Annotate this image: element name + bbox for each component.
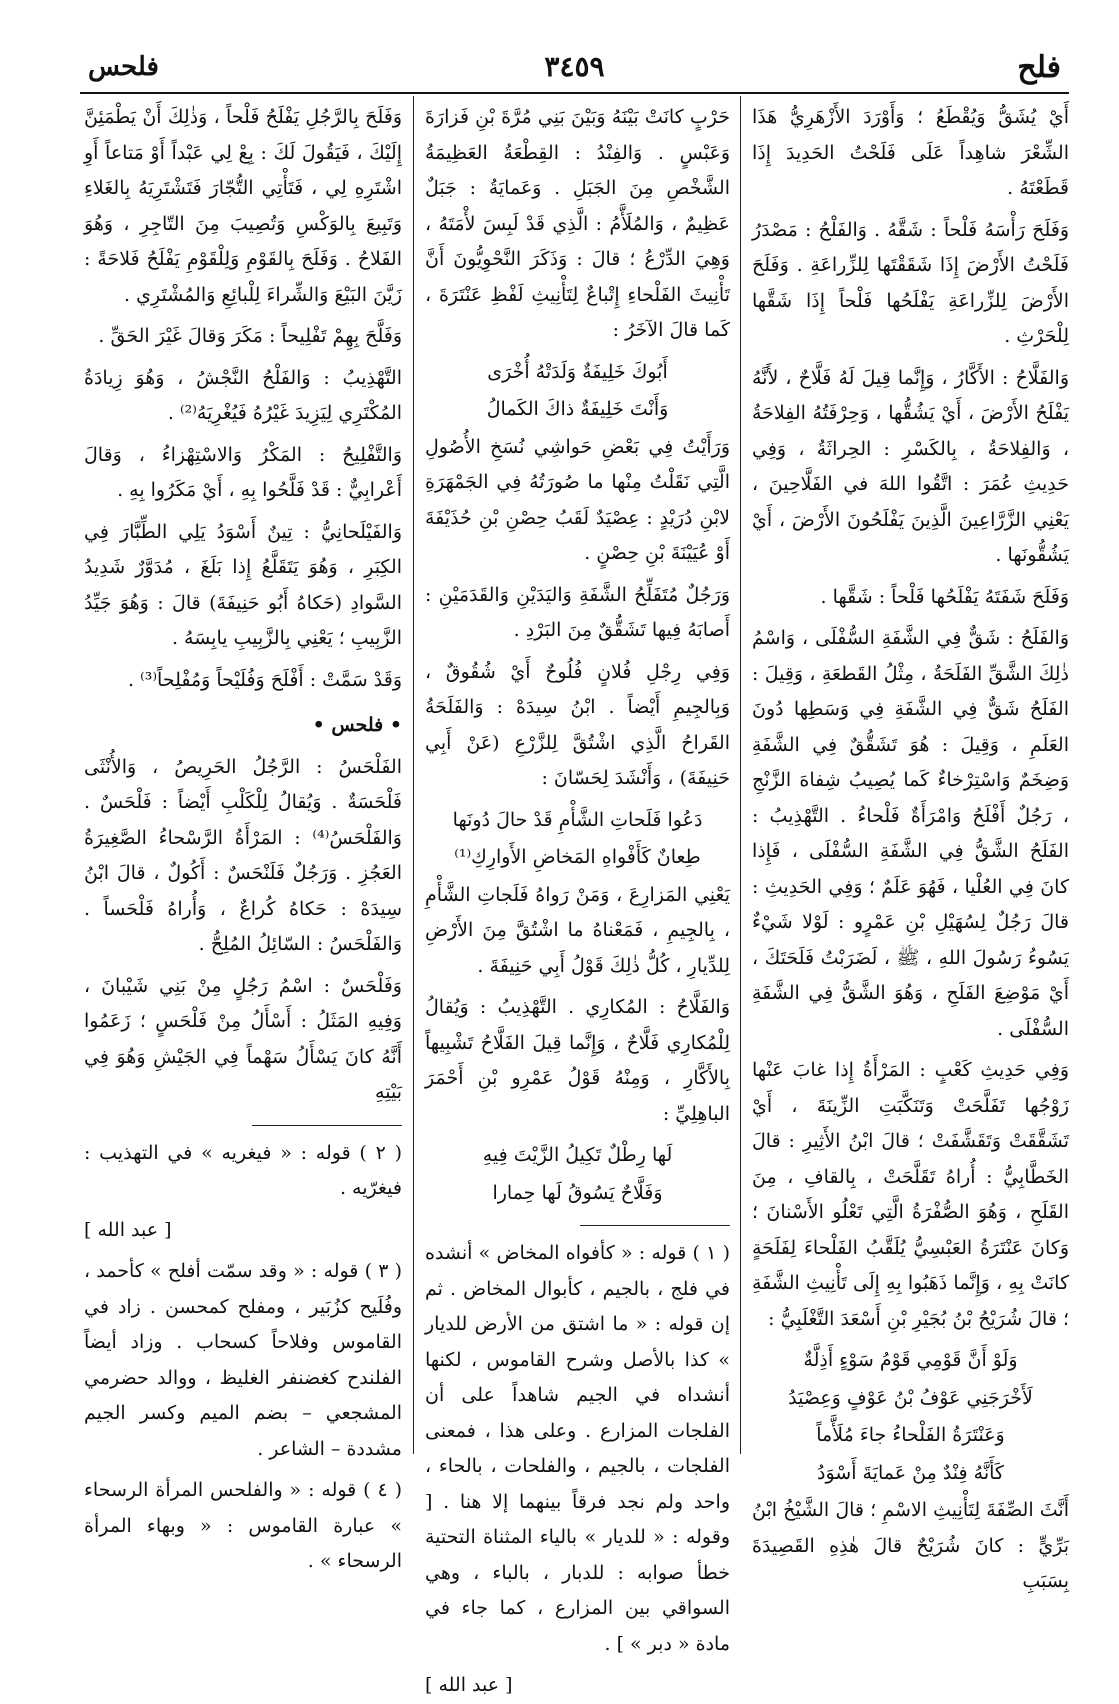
paragraph: وَفَلَّحَ بِهِمْ تَفْلِيحاً : مَكَرَ وَقالَ غَيْرَ الحَقِّ . — [98, 325, 402, 347]
footnote-signature: [ عبد الله ] — [84, 1218, 172, 1241]
paragraph: وَالفَلَّاحُ : الأَكَّارُ ، وَإِنَّما قِيلَ لَهُ فَلَّاحٌ ، لأَنَّهُ يَفْلَحُ الأَرْضَ ، أَيْ يَشُقُّها ، وَحِرْفَتُهُ الفِلاحَةُ ، وَالفِلاحَةُ ، بِالكَسْرِ : الحِراثَةُ ، وَفِي حَدِيثِ عُمَرَ : اتَّقُوا اللهَ في الفَلَّاحِينَ ، يَعْنِي الزَّرَّاعِينَ الَّذِينَ يَفْلَحُونَ الأَرْضَ ، أَيْ يَشُقُّونَها . — [752, 366, 1069, 566]
footnote-rule — [252, 1125, 402, 1126]
verse-line: وَعَنْتَرَةُ الفَلْحاءُ جاءَ مُلَأَّماً — [816, 1424, 1005, 1446]
header-rule — [80, 92, 1069, 94]
paragraph: وَالفَلَحُ : شَقٌّ فِي الشَّفَةِ السُّفْلَى ، وَاسْمُ ذٰلِكَ الشَّقِّ الفَلَحَةُ ، مِثْلُ القَطعَةِ ، وَقِيلَ : الفَلَحُ شَقٌّ فِي الشَّفَةِ فِي وَسَطِها دُونَ العَلَمِ ، وَقِيلَ : هُوَ تَشَقُّقٌ فِي الشَّفَةِ وَضِخَمٌ وَاسْتِرْخاءٌ كَما يُصِيبُ شِفاهَ الزَّنْجِ ، رَجُلٌ أَفْلَحُ وَامْرَأَةٌ فَلْحاءُ . التَّهْذِيبُ : الفَلَحُ الشَّقُّ فِي الشَّفَةِ السُّفْلَى ، فَإِذا كانَ فِي العُلْيا ، فَهُوَ عَلَمٌ ؛ وَفِي الحَدِيثِ : قالَ رَجُلٌ لِسُهَيْلِ بْنِ عَمْرٍو : لَوْلا شَيْءٌ يَسُوءُ رَسُولَ اللهِ ، ﷺ ، لَضَرَبْتُ فَلَحَتَكَ ، أَيْ مَوْضِعَ الفَلَحِ ، وَهُوَ الشَّقُّ فِي الشَّفَةِ السُّفْلَى . — [752, 627, 1069, 1040]
paragraph: وَفَلَحَ شَفَتَهُ يَفْلَحُها فَلْحاً : شَقَّها . — [820, 585, 1069, 608]
verse-line: لَها رِطْلٌ تَكِيلُ الزَّيْتَ فِيهِ — [482, 1144, 673, 1166]
page-header — [80, 48, 1069, 88]
paragraph: وَقَدْ سَمَّتْ : أَفْلَحَ وَفُلَيْحاً وَمُفْلِحاً⁽³⁾ . — [128, 668, 402, 691]
verse-line: وَفَلَّاحٌ يَسُوقُ لَها حِمارا — [492, 1181, 663, 1204]
column-right — [752, 100, 1069, 1592]
entry-heading: • فلحس • — [312, 714, 402, 736]
paragraph: وَالتَّفْلِيحُ : المَكْرُ وَالاسْتِهْزاءُ ، وَقالَ أَعْرابِيٌّ : قَدْ فَلَّحُوا بِهِ ، أَيْ مَكَرُوا بِهِ . — [84, 443, 402, 501]
paragraph: وَفَلْحَسٌ : اسْمُ رَجُلٍ مِنْ بَنِي شَيْبانَ ، وَفِيهِ المَثَلُ : أَسْأَلُ مِنْ فَلْحَسٍ ؛ زَعَمُوا أَنَّهُ كانَ يَسْأَلُ سَهْماً فِي الجَيْشِ وَهُوَ فِي بَيْتِهِ — [84, 974, 402, 1103]
column-middle — [425, 100, 731, 1696]
footnote-rule — [580, 1225, 730, 1226]
paragraph: الفَلْحَسُ : الرَّجُلُ الحَرِيصُ ، وَالأُنْثَى فَلْحَسَةٌ . وَيُقالُ لِلْكَلْبِ أَيْضاً : فَلْحَسٌ . وَالفَلْحَسُ⁽⁴⁾ : المَرْأَةُ الرَّسْحاءُ الصَّغِيرَةُ العَجُزِ . وَرَجُلٌ فَلَنْحَسٌ : أَكُولٌ ، قالَ ابْنُ سِيدَهْ : حَكاهُ كُراعٌ ، وَأُراهُ فَلْحَساً . وَالفَلْحَسُ : السّائِلُ المُلِحُّ . — [84, 755, 402, 955]
column-left — [84, 100, 403, 1572]
paragraph: أَنَّثَ الصِّفَةَ لِتَأْنِيثِ الاسْمِ ؛ قالَ الشَّيْخُ ابْنُ بَرِّيٍّ : كانَ شُرَيْحٌ قالَ هٰذِهِ القَصِيدَةَ بِسَبَبِ — [752, 1499, 1069, 1592]
verse-line: كَأَنَّهُ فِنْدٌ مِنْ عَمايَةَ أَسْوَدُ — [817, 1461, 1004, 1484]
verse-line: لَأَخْرَجَنِي عَوْفُ بْنُ عَوْفٍ وَعِصْيَدُ — [788, 1386, 1033, 1409]
paragraph: وَالفَيْلَحانِيُّ : تِينٌ أَسْوَدُ يَلِي الطِّبَّارَ فِي الكِبَرِ ، وَهُوَ يَتَقَلَّعُ إِذا بَلَغَ ، مُدَوَّرٌ شَدِيدُ السَّوادِ (حَكاهُ أَبُو حَنِيفَةَ) قالَ : وَهُوَ جَيِّدُ الزَّبِيبِ ؛ يَعْنِي بِالزَّبِيبِ يابِسَهُ . — [84, 520, 402, 649]
paragraph: وَفِي حَدِيثِ كَعْبٍ : المَرْأَةُ إِذا غابَ عَنْها زَوْجُها تَفَلَّحَتْ وَتَنَكَّبَتِ الزِّينَةَ ، أَيْ تَشَقَّقَتْ وَتَقَشَّفَتْ ؛ قالَ ابْنُ الأَثِيرِ : قالَ الخَطَّابِيُّ : أُراهُ تَقَلَّحَتْ ، بِالقافِ ، مِنَ القَلَحِ ، وَهُوَ الصُّفْرَةُ الَّتِي تَعْلُو الأَسْنانَ ؛ وَكانَ عَنْتَرَةُ العَبْسِيُّ يُلَقَّبُ الفَلْحاءَ لِفَلَحَةٍ كانَتْ بِهِ ، وَإِنَّما ذَهَبُوا بِهِ إِلَى تَأْنِيثِ الشَّفَةِ ؛ قالَ شُرَيْحُ بْنُ بُجَيْرِ بْنِ أَسْعَدَ التَّغْلَبِيُّ : — [752, 1059, 1069, 1330]
header-root-word-right: فلح — [1017, 50, 1061, 85]
header-root-word-left: فلحس — [88, 52, 159, 82]
paragraph: يَعْنِي المَزارِعَ ، وَمَنْ رَواهُ فَلَجاتِ الشَّأْمِ ، بِالجِيمِ ، فَمَعْناهُ ما اشْتُقَّ مِنَ الأَرْضِ لِلدِّيارِ ، كُلُّ ذٰلِكَ قَوْلُ أَبِي حَنِيفَةَ . — [425, 883, 730, 977]
paragraph: وَرَأَيْتُ فِي بَعْضِ حَواشِي نُسَخِ الأُصُولِ الَّتِي نَقَلْتُ مِنْها ما صُورَتُهُ فِي الجَمْهَرَةِ لابْنِ دُرَيْدٍ : عِصْيَدٌ لَقَبُ حِصْنِ بْنِ حُذَيْفَةَ أَوْ عُيَيْنَةَ بْنِ حِصْنٍ . — [425, 435, 730, 564]
verse-line: دَعُوا فَلَحاتِ الشَّأْمِ قَدْ حالَ دُونَها — [452, 808, 703, 831]
footnote: ( ٢ ) قوله : « فيغريه » في التهذيب : فيغرّيه . — [84, 1141, 403, 1199]
page-number: ٣٤٥٩ — [544, 50, 605, 83]
paragraph: أَيْ يُشَقُّ وَيُقْطَعُ ؛ وَأَوْرَدَ الأَزْهَرِيُّ هَذَا الشِّعْرَ شاهِداً عَلَى فَلَحْتُ الحَدِيدَ إِذَا قَطَعْتَهُ . — [752, 106, 1069, 199]
column-divider-right — [740, 96, 741, 1454]
paragraph: وَفِي رِجْلِ فُلانٍ فُلُوحٌ أَيْ شُقُوقٌ ، وَبِالجِيمِ أَيْضاً . ابْنُ سِيدَهْ : وَالفَلَحَةُ القَراحُ الَّذِي اشْتُقَّ لِلزَّرْعِ (عَنْ أَبِي حَنِيفَةَ) ، وَأَنْشَدَ لِحَسّانَ : — [425, 660, 730, 789]
paragraph: وَالفَلَّاحُ : المُكارِي . التَّهْذِيبُ : وَيُقالُ لِلْمُكارِي فَلَّاحٌ ، وَإِنَّما قِيلَ الفَلَّاحُ تَشْبِيهاً بِالأَكَّارِ ، وَمِنْهُ قَوْلُ عَمْرِو بْنِ أَحْمَرَ الباهِلِيِّ : — [425, 996, 730, 1125]
paragraph: حَرْبٍ كانَتْ بَيْنَهُ وَبَيْنَ بَنِي مُرَّةَ بْنِ فَزارَةَ وَعَبْسٍ . وَالفِنْدُ : القِطْعَةُ العَظِيمَةُ الشَّخْصِ مِنَ الجَبَلِ . وَعَمايَةُ : جَبَلٌ عَظِيمٌ ، وَالمُلَأَّمُ : الَّذِي قَدْ لَبِسَ لأْمَتَهُ ، وَهِيَ الدِّرْعُ ؛ قالَ : وَذَكَرَ النَّحْوِيُّونَ أَنَّ تَأْنِيثَ الفَلْحاءِ إِتْباعٌ لِتَأْنِيثِ لَفْظِ عَنْتَرَةَ ، كَما قالَ الآخَرُ : — [425, 106, 730, 341]
verse-line: وَأَنْتَ خَلِيفَةٌ ذاكَ الكَمالُ — [486, 398, 669, 420]
paragraph: وَفَلَحَ بِالرَّجُلِ يَفْلَحُ فَلْحاً ، وَذٰلِكَ أَنْ يَطْمَئِنَّ إِلَيْكَ ، فَيَقُولَ لَكَ : بِعْ لِي عَبْداً أَوْ مَتاعاً أَوِ اشْتَرِهِ لِي ، فَتَأْتِي التُّجّارَ فَتَشْتَرِيَهُ بِالغَلاءِ وَتَبِيعَ بِالوَكْسِ وَتُصِيبَ مِنَ التّاجِرِ ، وَهُوَ الفَلاحُ . وَفَلَحَ بِالقَوْمِ وَلِلْقَوْمِ يَفْلَحُ فَلاحَةً : زَيَّنَ البَيْعَ وَالشِّراءَ لِلْبائِعِ وَالمُشْتَرِي . — [84, 106, 402, 306]
paragraph: التَّهْذِيبُ : وَالفَلْحُ النَّجْشُ ، وَهُوَ زِيادَةُ المُكْتَرِي لِيَزِيدَ غَيْرُهُ فَيُغْرِيَهُ⁽²⁾ . — [84, 366, 402, 424]
footnote: ( ٣ ) قوله : « وقد سمّت أفلح » كأحمد ، وفُلَيح كزُبَير ، ومفلح كمحسن . زاد في القاموس وفلاحاً كسحاب . وزاد أيضاً الفلندح كغضنفر الغليظ ، ووالد حضرمي المشجعي – بضم الميم وكسر الجيم مشددة – الشاعر . — [84, 1260, 403, 1460]
verse-line: أَبُوكَ خَلِيفَةٌ وَلَدَتْهُ أُخْرَى — [487, 360, 668, 383]
footnote: ( ٤ ) قوله : « والفلحس المرأة الرسحاء » عبارة القاموس : « وبهاء المرأة الرسحاء » . — [84, 1479, 402, 1572]
paragraph: وَرَجُلٌ مُتَفَلِّحُ الشَّفَةِ وَاليَدَيْنِ وَالقَدَمَيْنِ : أَصابَهُ فِيها تَشَقُّقٌ مِنَ البَرْدِ . — [425, 583, 730, 641]
paragraph: وَفَلَحَ رَأْسَهُ فَلْحاً : شَقَّهُ . وَالفَلْحُ : مَصْدَرُ فَلَحْتُ الأَرْضَ إِذَا شَقَقْتَها لِلزِّراعَةِ . وَفَلَحَ الأَرْضَ لِلزِّراعَةِ يَفْلَحُها فَلْحاً إِذَا شَقَّها لِلْحَرْثِ . — [752, 218, 1069, 347]
verse-line: طِعانٌ كَأَفْواهِ المَخاضِ الأَوارِكِ⁽¹⁾ — [454, 846, 701, 868]
verse-line: وَلَوْ أَنَّ قَوْمِي قَوْمُ سَوْءٍ أَذِلَّةٌ — [803, 1349, 1018, 1371]
footnote-signature: [ عبد الله ] — [425, 1674, 513, 1696]
column-divider-left — [413, 96, 414, 1454]
footnote: ( ١ ) قوله : « كأفواه المخاض » أنشده في فلج ، بالجيم ، كأبوال المخاض . ثم إن قوله : « ما اشتق من الأرض للديار » كذا بالأصل وشرح القاموس ، لكنها أنشداه في الجيم شاهداً على أن الفلجات المزارع . وعلى هذا ، فمعنى الفلجات ، بالجيم ، والفلحات ، بالحاء ، واحد ولم نجد فرقاً بينهما إلا هنا . [ وقوله : « للديار » بالياء المثناة التحتية خطأ صوابه : للدبار ، بالباء ، وهي السواقي بين المزارع ، كما جاء في مادة « دبر » ] . — [425, 1242, 731, 1655]
